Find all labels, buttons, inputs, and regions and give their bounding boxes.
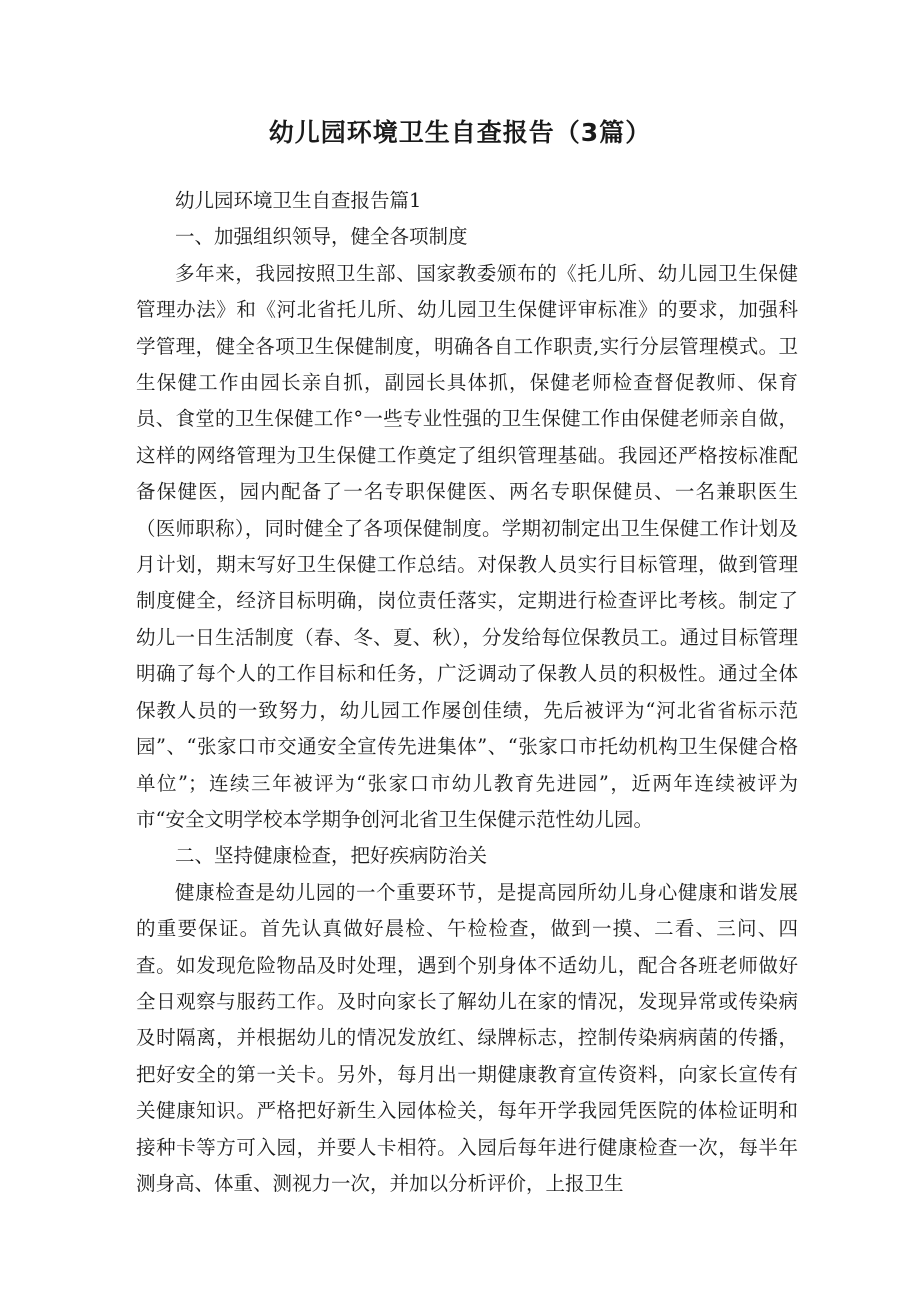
heading-2: 二、坚持健康检查，把好疾病防治关 (175, 844, 488, 868)
paragraph-2: 健康检查是幼儿园的一个重要环节，是提高园所幼儿身心健康和谐发展的重要保证。首先认真做好晨检、午检检查，做到一摸、二看、三问、四查。如发现危险物品及时处理，遇到个别身体不适幼儿，配合各班老师做好全日观察与服药工作。及时向家长了解幼儿在家的情况，发现异常或传染病及时隔离，并根据幼儿的情况发放红、绿牌标志，控制传染病病菌的传播，把好安全的第一关卡。另外，每月出一期健康教育宣传资料，向家长宣传有关健康知识。严格把好新生入园体检关，每年开学我园凭医院的体检证明和接种卡等方可入园，并要人卡相符。入园后每年进行健康检查一次，每半年测身高、体重、测视力一次，并加以分析评价，上报卫生 (136, 880, 798, 1195)
paragraph-1: 多年来，我园按照卫生部、国家教委颁布的《托儿所、幼儿园卫生保健管理办法》和《河北省托儿所、幼儿园卫生保健评审标准》的要求，加强科学管理，健全各项卫生保健制度，明确各自工作职责,实行分层管理模式。卫生保健工作由园长亲自抓，副园长具体抓，保健老师检查督促教师、保育员、食堂的卫生保健工作°一些专业性强的卫生保健工作由保健老师亲自做，这样的网络管理为卫生保健工作奠定了组织管理基础。我园还严格按标准配备保健医，园内配备了一名专职保健医、两名专职保健员、一名兼职医生（医师职称），同时健全了各项保健制度。学期初制定出卫生保健工作计划及月计划，期末写好卫生保健工作总结。对保教人员实行目标管理，做到管理制度健全，经济目标明确，岗位责任落实，定期进行检查评比考核。制定了幼儿一日生活制度（春、冬、夏、秋），分发给每位保教员工。通过目标管理明确了每个人的工作目标和任务，广泛调动了保教人员的积极性。通过全体保教人员的一致努力，幼儿园工作屡创佳绩，先后被评为“河北省省标示范园”、“张家口市交通安全宣传先进集体”、“张家口市托幼机构卫生保健合格单位”；连续三年被评为“张家口市幼儿教育先进园”，近两年连续被评为市“安全文明学校本学期争创河北省卫生保健示范性幼儿园。 (136, 261, 798, 831)
document-body (136, 183, 798, 1202)
document-title: 幼儿园环境卫生自查报告（3篇） (268, 118, 652, 147)
section-heading: 幼儿园环境卫生自查报告篇1 (175, 189, 422, 212)
heading-1: 一、加强组织领导，健全各项制度 (175, 225, 468, 249)
